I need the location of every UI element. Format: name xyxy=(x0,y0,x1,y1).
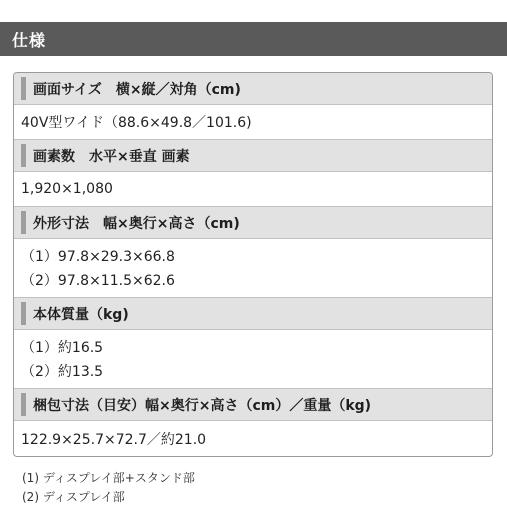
spec-title-bar xyxy=(0,22,507,56)
section-header-resolution xyxy=(14,140,492,172)
section-value-resolution xyxy=(14,172,492,207)
spec-table xyxy=(13,72,493,457)
section-header-weight xyxy=(14,298,492,330)
section-value-dimensions xyxy=(14,239,492,298)
section-heading-screen-size: 画面サイズ 横×縦／対角（cm) xyxy=(21,77,492,100)
page-title: 仕様 xyxy=(12,30,47,50)
section-header-dimensions xyxy=(14,207,492,239)
footnote-2: (2) ディスプレイ部 xyxy=(22,490,125,504)
weight-line-2: （2）約13.5 xyxy=(21,364,104,380)
section-value-weight xyxy=(14,330,492,389)
section-value-packaging xyxy=(14,421,492,456)
dimensions-line-1: （1）97.8×29.3×66.8 xyxy=(21,249,175,265)
section-header-screen-size xyxy=(14,73,492,105)
packaging-value: 122.9×25.7×72.7／約21.0 xyxy=(21,431,207,448)
section-heading-packaging: 梱包寸法（目安）幅×奥行×高さ（cm）／重量（kg) xyxy=(21,393,492,416)
screen-size-value: 40V型ワイド（88.6×49.8／101.6) xyxy=(21,115,252,131)
weight-line-1: （1）約16.5 xyxy=(21,340,104,356)
section-heading-dimensions: 外形寸法 幅×奥行×高さ（cm) xyxy=(21,211,492,234)
dimensions-line-2: （2）97.8×11.5×62.6 xyxy=(21,273,175,289)
section-header-packaging xyxy=(14,389,492,421)
section-heading-resolution: 画素数 水平×垂直 画素 xyxy=(21,144,492,167)
footnote-1: (1) ディスプレイ部+スタンド部 xyxy=(22,471,195,485)
section-heading-weight: 本体質量（kg) xyxy=(21,302,492,325)
section-value-screen-size xyxy=(14,105,492,140)
footnotes xyxy=(22,468,195,506)
resolution-value: 1,920×1,080 xyxy=(21,181,113,197)
